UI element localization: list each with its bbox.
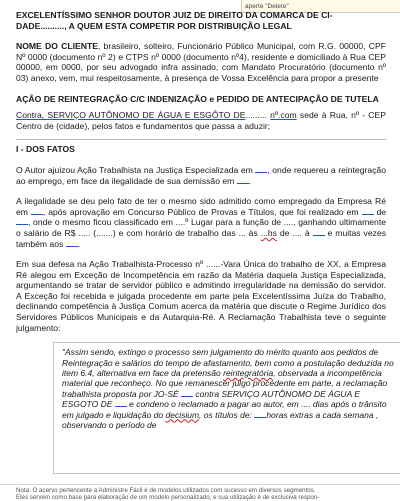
blank-field xyxy=(362,207,374,215)
facts-paragraph-2 xyxy=(16,196,386,249)
disclaimer-footer xyxy=(0,484,400,500)
facts-2-text-c: de xyxy=(373,206,387,217)
section-divider xyxy=(16,139,386,140)
defendant-number: nº.com xyxy=(270,110,297,121)
facts-2-text-b: , após aprovação em Concurso Público de Provas e Títulos, que foi realizado em xyxy=(42,206,362,217)
facts-1-text-c: . xyxy=(248,175,252,186)
court-header-line-1: EXCELENTÍSSIMO SENHOR DOUTOR JUIZ DE DIREITO DA COMARCA DE CI- xyxy=(16,10,333,20)
quote-text-h: horas extras a cada semana , observando o período de xyxy=(62,409,379,431)
facts-1-text-a: O Autor ajuizou Ação Trabalhista na Justiça Especializada em xyxy=(16,164,256,175)
facts-2-text-d: , onde o mesmo ficou classificado em ....º Lugar para a função de ...., ganhando ultimamente o salário de R$ ..... (.......) e com horário de trabalho das ... às xyxy=(16,217,386,238)
document-body xyxy=(16,10,394,474)
tooltip-line-2: aperte "Delete" xyxy=(245,3,289,10)
blank-field xyxy=(66,238,81,249)
facts-2-text-f: de .... à xyxy=(276,227,313,238)
facts-paragraph-3: Em sua defesa na Ação Trabalhista-Processo nº ......-Vara Única do trabalho de XX, a Empresa Ré alegou em Exceção de Incompetência em razão da Matéria daquela Justiça Especializada, argumentando se tratar de servidor público e admitindo irregularidade na demissão do servidor. A Exceção foi recebida e julgada procedente em parte pela Excelentíssima Juíza do Trabalho, declinando competência à Justiça Comum acerca da matéria que discute o Regime Jurídico dos Servidores Públicos Municipais e da Autarquia-Ré. A Reclamação Trabalhista teve o seguinte julgamento: xyxy=(16,259,386,333)
client-name: NOME DO CLIENTE xyxy=(16,41,98,52)
client-qualification: , brasileiro, solteiro, Funcionário Público Municipal, com R.G. 00000, CPF Nº 0000 (documento nº 2) e CTPS nº 0000 (documento nº4), residente e domiciliado à Rua CEP 00000, em 0000, por seu advogado infra assinado, com Mandato Procuratório (documento nº 03) anexo, vem, mui respeitosamente, à presença de Vossa Excelência para propor a presente xyxy=(16,41,386,83)
judgment-quote xyxy=(53,342,400,474)
against-prefix: Contra, xyxy=(16,110,48,121)
quote-text-g: , os títulos de: xyxy=(199,409,255,420)
blank-field xyxy=(254,410,266,418)
defendant-address: sede à Rua, nº - CEP Centro de (cidade), pelos fatos e fundamentos que passa a aduzir; xyxy=(16,110,386,131)
facts-2-hours: ...hs xyxy=(260,227,277,238)
facts-2-text-a: A ilegalidade se deu pelo fato de ter o mesmo sido admitido como empregado da Empresa Ré em xyxy=(16,196,386,217)
defendant-name: SERVIÇO AUTÔNOMO DE ÁGUA E ESGÔTO DE xyxy=(47,110,246,121)
facts-1-text-b: , onde requereu a reintegração ao emprego, em face da ilegalidade de sua demissão em xyxy=(16,164,386,186)
blank-field xyxy=(115,399,127,407)
against-middle: ......... xyxy=(245,110,271,121)
footer-line-1: Nota: O acervo pertencente a Administre Fácil é de modelos utilizados com sucesso em diversos segmentos. xyxy=(16,487,316,494)
section-facts-title: I - DOS FATOS xyxy=(16,144,75,155)
quote-decisium: decisium xyxy=(165,409,200,420)
quote-text-a: "Assim sendo, extingo o processo sem julgamento do mérito quanto aos pedidos de Reintegração e salários do tempo de afastamento, bem como a postulação deduzida no item 6.4, alternativa em face da pretensão xyxy=(62,347,394,379)
footer-line-2: Eles servem como base para elaboração de um modelo personalizado, e sua utilização é de exclusiva respon- xyxy=(16,494,320,501)
blank-field xyxy=(31,207,43,215)
blank-field xyxy=(255,165,267,173)
facts-paragraph-1 xyxy=(16,165,386,186)
quote-text-e: e condeno o reclamado a pagar ao autor, em .... dias após o trânsito em julgado e liquidação do xyxy=(62,399,387,420)
court-header xyxy=(16,10,386,31)
blank-field xyxy=(181,389,193,397)
blank-field xyxy=(237,175,252,186)
blank-field xyxy=(313,228,325,236)
client-paragraph xyxy=(16,41,386,83)
blank-field xyxy=(16,217,28,225)
quote-text-d: contra SERVIÇO AUTÔNOMO DE ÁGUA E ESGOTO DE xyxy=(62,388,360,410)
against-paragraph xyxy=(16,110,386,131)
quote-text-c: , observada a incompetência material que reconheço. No que remanescer julgo procedente em parte, a reclamação trabalhista proposta por JO-SÉ xyxy=(62,368,388,399)
action-title: AÇÃO DE REINTEGRAÇÃO C/C INDENIZAÇÃO e PEDIDO DE ANTECIPAÇÃO DE TUTELA xyxy=(16,93,379,104)
facts-2-text-h: . xyxy=(77,238,81,249)
court-header-line-2: DADE.........., A QUEM ESTA COMPETIR POR DISTRIBUIÇÃO LEGAL xyxy=(16,20,292,31)
facts-2-text-g: e muitas vezes também aos xyxy=(16,227,386,249)
quote-reintegratoria: reintegratória xyxy=(223,368,274,379)
